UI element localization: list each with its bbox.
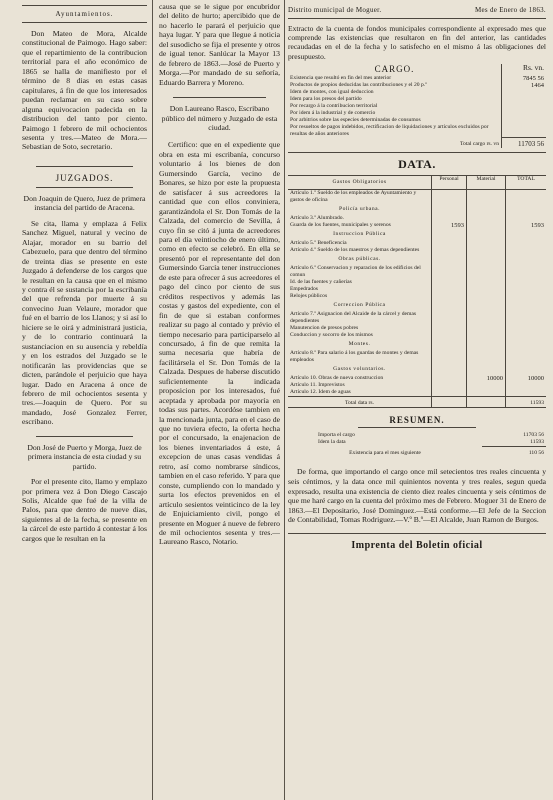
running-header [288,6,546,14]
data-row-material [467,204,506,215]
data-row-total [506,293,547,300]
ayuntamientos-heading: Ayuntamientos. [55,10,114,18]
resumen-row [288,432,546,439]
cargo-total-label: Total cargo rs. vn [460,140,499,147]
data-row-material [467,339,506,350]
divider [288,533,546,534]
data-row-material [467,350,506,364]
data-row [288,389,546,397]
printer-footer: Imprenta del Boletin oficial [351,539,483,551]
data-heading: DATA. [398,157,436,172]
data-row [288,190,546,205]
data-section-heading [288,364,546,375]
data-row [288,240,546,247]
data-col-material: Material [467,176,506,190]
data-row-material [467,279,506,286]
puerto-continuation: causa que se le sigue por encubridor del delito de hurto; apercibido que de no hacerlo le parará el perjuicio que haya lugar. Y para que llegue á noticia del susodicho se fija el presente y otros de igual tenor. Sanlúcar la Mayor 13 de febrero de 1863.—José de Puerto y Morga.—Por mandado de su señoría, Eduardo Barrera y Moreno. [159,2,280,87]
divider [288,18,546,19]
data-row-total [506,339,547,350]
data-section-label: Correccion Pública [333,302,386,309]
data-row [288,382,546,389]
data-row [288,293,546,300]
cargo-row [288,75,546,82]
cargo-row-label: Existencia que resultó en fin del mes anterior [290,74,392,81]
data-row-label: Artículo 7.º Asignacion del Alcaide de la cárcel y demas dependientes [290,311,416,325]
data-row-label: Artículo 10. Obras de nueva construccion [290,375,384,382]
data-row-personal [432,382,467,389]
data-section-label: Montes. [348,341,371,348]
data-total: 11593 [506,397,547,408]
data-row [288,325,546,332]
cargo-row-value [502,110,547,117]
resumen-table [288,432,546,457]
divider [173,97,266,98]
data-row-label: Artículo 12. Idem de aguas [290,389,351,396]
data-row-material [467,265,506,279]
data-row-material [467,364,506,375]
column-middle [159,0,280,547]
cargo-row-label: Por recargo á la contribucion territorial [290,102,378,109]
data-table [288,175,546,408]
data-section-label: Policía urbana. [338,206,381,213]
cargo-row [288,124,546,138]
data-row-label: Relojes públicos [290,293,328,300]
data-row-label: Artículo 11. Imprevistos [290,382,345,389]
data-row-personal [432,240,467,247]
data-row-material [467,382,506,389]
resumen-row-label: Idem la data [318,439,346,446]
resumen-row-value: 11593 [530,439,544,446]
cargo-total: 11703 56 [502,138,547,149]
data-row-material [467,311,506,325]
data-row-total [506,300,547,311]
quero-body: Se cita, llama y emplaza á Felix Sanchez Miguel, natural y vecino de Alajar, morador en su barrio del Cabezuelo, para que dentro del término de treinta dias se presente en este Juzgado á defenderse de los cargos que le resultan en la causa que en el mismo y contra él se sustancia por la escribanía del que refrenda por muerte á su convecino Juan Velaure, morador que fué en el barrio de los Llanos; y si así lo hiciere se le oirá y administrará justicia, y de lo contrario continuará la sustanciacion en su ausencia y rebeldía y en los estrados del Juzgado se le notificarán las providencias que se dicten, parándole el perjuicio que haya lugar. Dado en Aracena á once de febrero de mil ochocientos sesenta y tres.—Joaquin de Quero. Por su mandado, José Gonzalez Ferrer, escribano. [22,218,147,427]
resumen-exist: 110 56 [482,447,546,458]
cargo-row-label: Por arbitrios sobre las especies determinadas de consumos [290,116,421,123]
data-row-personal [432,375,467,382]
data-row-personal [432,300,467,311]
data-col-personal: Personal [432,176,467,190]
column-divider [284,0,285,800]
resumen-row-value: 11703 56 [523,432,544,439]
column-right [288,0,546,551]
column-left [22,0,147,543]
data-row-label: Conduccion y socorro de los mismos [290,332,373,339]
data-row-personal [432,364,467,375]
divider [36,166,133,167]
quero-title: Don Joaquin de Quero, Juez de primera instancia del partido de Aracena. [23,193,146,213]
data-row-personal [432,389,467,397]
cargo-row [288,103,546,110]
data-section-label: Obras públicas. [338,256,381,263]
cargo-row-value: 7845 56 [502,75,547,82]
resumen-heading: RESUMEN. [389,415,445,426]
data-row-material [467,215,506,222]
juzgados-heading: JUZGADOS. [55,172,114,183]
data-row-material [467,240,506,247]
data-row-personal [432,279,467,286]
data-row-personal [432,265,467,279]
rasco-title: Don Laureano Rasco, Escribano público del número y Juzgado de esta ciudad. [161,104,278,132]
data-row [288,247,546,254]
data-row-personal [432,254,467,265]
data-row-material [467,332,506,339]
data-row-total [506,254,547,265]
data-row [288,279,546,286]
data-section-heading [288,229,546,240]
data-row-material [467,286,506,293]
data-row-material [467,254,506,265]
data-section-heading [288,254,546,265]
data-col-gastos: Gastos Obligatorios [288,176,432,190]
cargo-row-value: 1464 [502,82,547,89]
data-total-label: Total data rs. [288,397,432,408]
data-row-label: Artículo 8.º Para salario á los guardas de montes y demas empleados [290,350,419,364]
cargo-row-value [502,89,547,96]
extract-paragraph: Extracto de la cuenta de fondos municipales correspondiente al expresado mes que comprende las existencias que resultaron en fin del anterior, las cantidades recaudadas en el de la fecha y lo satisfecho en el mismo á las obligaciones del presupuesto. [288,24,546,61]
data-row [288,375,546,382]
data-row-material [467,325,506,332]
puerto-title: Don José de Puerto y Morga, Juez de primera instancia de esta ciudad y su partido. [27,442,142,471]
data-row-personal [432,293,467,300]
data-row-material: 10000 [467,375,506,382]
data-row-material [467,300,506,311]
data-row-personal [432,204,467,215]
rasco-body: Certifico: que en el expediente que obra en esta mi escribanía, concurso voluntario á los bienes de don Gumersindo García, vecino de Bonares, se hizo por este la propuesta de satisfacer á sus acreedores la cantidad que con ellos conviniera, garantizándola el Sr. Don Tomás de la Calzada, del comercio de Sevilla, á cuyo fin se citó á junta de acreedores para el día veintiocho de enero último, como en efecto se celebró. En ella se presentó por el representante del don Gumersindo García tener instrucciones de este para ofrecer á sus acreedores el pago del cinco por ciento de sus créditos respectivos y además las costas y gastos del expediente, con el fin de que si estaban conformes realizar su pago al contado y prévio el tiempo necesario para participarselo al concursado, á fin de que remita la suma necesaria que habría de facilitársela el Sr. Don Tomás de la Calzada. Despues de haberse discutido suficientemente la indicada proposicion por los interesados, fué aceptada y aprobada por mayoría en todas sus partes. Acordóse tambien en la mencionada junta, para en el caso de que no tuviera efecto, la oferta hecha por el concursado, la enajenacion de los bienes inventariados á este, á excepcion de unas casas vendidas á retro, así como nombrarse síndicos, tambien en el caso referido. Y para que conste, cumpliendo con lo mandado y surta los efectos prevenidos en el artículo sesientos veinticinco de la ley de Enjuiciamiento civil, pongo el presente en Moguer á nueve de febrero de mil ochocientos sesenta y tres.—Laureano Rasco, Notario. [159,140,280,547]
cargo-row [288,82,546,89]
data-row-personal [432,247,467,254]
data-row-total [506,265,547,279]
data-row-label: Artículo 4.º Sueldo de los maestros y demas dependientes [290,247,420,254]
data-col-total: TOTAL [506,176,547,190]
data-row-total [506,311,547,325]
divider [358,427,476,428]
header-month: Mes de Enero de 1863. [474,6,546,14]
cargo-row [288,89,546,96]
data-row-personal [432,339,467,350]
cargo-row-value [502,96,547,103]
data-row-material [467,389,506,397]
divider [288,152,546,153]
column-divider [152,0,153,800]
data-row-label: Guarda de los fuentes, municipales y serenos [290,222,391,229]
cargo-row-label: Idem de montes, con igual deduccion [290,88,374,95]
data-row-total: 10000 [506,375,547,382]
data-row-total: 1593 [506,222,547,229]
divider [22,22,147,23]
cargo-row-label: Por idem á la industrial y de comercio [290,109,376,116]
data-row [288,311,546,325]
cargo-row-value [502,124,547,138]
data-row-personal [432,190,467,205]
data-row-personal: 1593 [432,222,467,229]
data-row-total [506,364,547,375]
data-total-empty [432,397,467,408]
closing-paragraph: De forma, que importando el cargo once mil setecientos tres reales cincuenta y seis céntimos, y la data once mil quinientos noventa y tres reales, segun queda expresado, resulta una existencia de ciento diez reales cincuenta y seis céntimos de que me haré cargo en la cuenta del próximo mes de Febrero. Moguer 31 de Enero de 1863.—El Depositario, José Dominguez.—Está conforme.—El Jefe de la Seccion de Contabilidad, Tomas Rodriguez.—V.º B.º—El Alcalde, Juan Ramon de Burgos. [288,467,546,525]
data-row-total [506,325,547,332]
data-total-empty [467,397,506,408]
cargo-row [288,96,546,103]
data-row-label: Manutencion de presos pobres [290,325,359,332]
mogro-edict: Don Mateo de Mora, Alcalde constitucional de Paimogo. Hago saber: que el repartimiento de la contribucion territorial para el año económico de 1865 se halla de manifiesto por el término de 8 dias en estas casas capitulares, á fin de que los interesados puedan reclamar en su caso sobre alguna equivocacion padecida en la distribucion del tanto por ciento. Paimogo 1 febrero de mil ochocientos sesenta y tres.—Mateo de Mora.—Sebastian de Soto, secretario. [22,29,147,152]
data-row-total [506,215,547,222]
data-row-material [467,293,506,300]
data-row-label: Artículo 5.º Beneficencia [290,240,347,247]
cargo-row-label: Por resueltos de pagos indebidos, rectificacion de liquidaciones y artículos excluidos por resultas de años anteriores [290,123,489,137]
data-row-material [467,222,506,229]
data-row [288,222,546,229]
data-row-total [506,247,547,254]
data-row-total [506,279,547,286]
data-row-label: Empedrados [290,286,318,293]
data-row-personal [432,332,467,339]
cargo-currency: Rs. vn. [502,64,547,75]
data-row [288,350,546,364]
data-row-material [467,229,506,240]
cargo-row-label: Productos de propios deducidas las contribuciones y el 20 p.º [290,81,427,88]
data-section-label: Gastos voluntarios. [333,366,386,373]
data-row-label: Artículo 1.º Sueldo de los empleados de Ayuntamiento y gastos de oficina [290,190,417,204]
divider [36,436,133,437]
cargo-row-label: Idem para los presos del partido [290,95,362,102]
header-district: Distrito municipal de Moguer. [288,6,382,14]
data-section-heading [288,204,546,215]
cargo-table [288,64,546,149]
data-row-total [506,229,547,240]
data-row [288,332,546,339]
data-row-total [506,190,547,205]
cargo-row [288,110,546,117]
data-row-label: Artículo 3.º Alumbrado. [290,215,344,222]
resumen-row-label: Importa el cargo [318,432,355,439]
data-row-total [506,204,547,215]
data-row-personal [432,311,467,325]
data-row-personal [432,286,467,293]
resumen-row [288,439,546,447]
data-row-personal [432,325,467,332]
data-row-total [506,286,547,293]
cargo-row-value [502,103,547,110]
data-row-total [506,382,547,389]
data-row-label: Id. de las fuentes y cañerías [290,279,352,286]
data-row-personal [432,215,467,222]
data-row-material [467,190,506,205]
data-section-label: Instruccion Pública [333,231,386,238]
data-row-label: Artículo 6.º Conservacion y reparacion de los edificios del comun [290,265,421,279]
data-row-total [506,350,547,364]
data-section-heading [288,300,546,311]
data-row [288,265,546,279]
data-row-total [506,332,547,339]
divider [22,5,147,6]
data-row-total [506,389,547,397]
puerto-body: Por el presente cito, llamo y emplazo por primera vez á Don Diego Cascajo Solis, Alcalde que fué de la villa de Palos, para que dentro de nueve dias, siguientes al de la fecha, se presente en la cárcel de este partido á contestar á los cargos que le resultan en la [22,477,147,543]
divider [36,187,133,188]
resumen-exist-label: Existencia para el mes siguiente [349,449,421,456]
cargo-heading: CARGO. [374,63,415,74]
data-row-material [467,247,506,254]
data-section-heading [288,339,546,350]
cargo-row-value [502,117,547,124]
data-row [288,286,546,293]
cargo-row [288,117,546,124]
data-row-personal [432,350,467,364]
data-row-total [506,240,547,247]
data-row-personal [432,229,467,240]
